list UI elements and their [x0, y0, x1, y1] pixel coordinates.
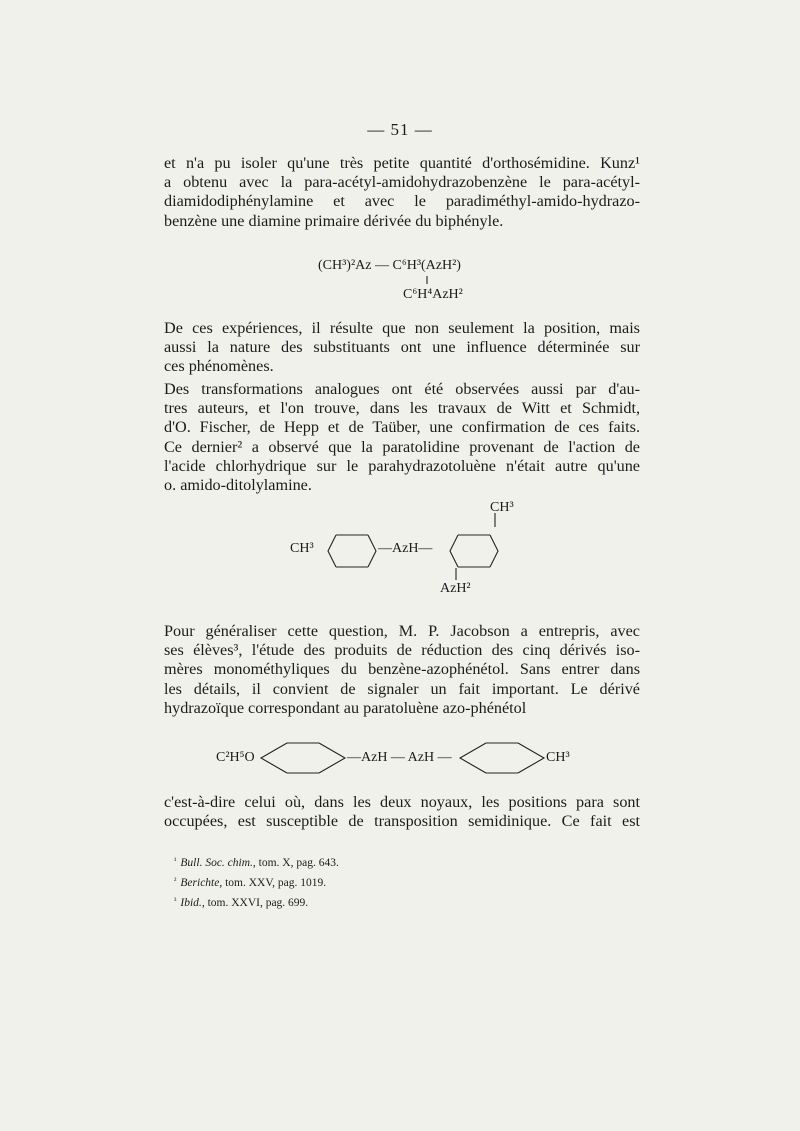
text-line: a obtenu avec la para-acétyl-amidohydrazobenzène le para-acétyl-: [164, 173, 640, 192]
formula-2-bottom: AzH²: [440, 581, 471, 596]
text-line: hydrazoïque correspondant au paratoluène azo-phénétol: [164, 698, 527, 717]
text-line: ses élèves³, l'étude des produits de réduction des cinq dérivés iso-: [164, 641, 640, 660]
text-line: Des transformations analogues ont été observées aussi par d'au-: [164, 380, 640, 398]
paragraph-2: [164, 319, 640, 377]
text-line: occupées, est susceptible de transposition semidinique. Ce fait est: [164, 812, 640, 831]
paragraph-5: [164, 793, 640, 831]
text-line: o. amido-ditolylamine.: [164, 476, 312, 495]
footnotes: [174, 852, 339, 912]
formula-3-left: C²H⁵O: [216, 750, 255, 765]
footnote-3: [174, 892, 339, 912]
footnote-number: ¹: [174, 856, 177, 865]
formula-1-bond: [424, 276, 434, 286]
text-line: Pour généraliser cette question, M. P. Jacobson a entrepris, avec: [164, 622, 640, 640]
footnote-detail: , tom. X, pag. 643.: [252, 857, 339, 869]
footnote-number: ²: [174, 876, 177, 885]
footnote-1: [174, 852, 339, 872]
footnote-source: Ibid.: [180, 897, 202, 909]
text-line: et n'a pu isoler qu'une très petite quantité d'orthosémidine. Kunz¹: [164, 154, 640, 172]
text-line: c'est-à-dire celui où, dans les deux noyaux, les positions para sont: [164, 793, 640, 811]
formula-2-top-bond: [491, 513, 501, 533]
formula-1-bottom: C⁶H⁴AzH²: [403, 287, 463, 302]
formula-3-right: CH³: [546, 750, 570, 765]
formula-2-top-methyl: CH³: [490, 500, 514, 515]
benzene-ring-right: [446, 533, 506, 573]
paragraph-1: [164, 154, 640, 231]
footnote-detail: , tom. XXVI, pag. 699.: [201, 897, 309, 909]
text-line: aussi la nature des substituants ont une influence déterminée sur: [164, 338, 640, 357]
paragraph-4: [164, 622, 640, 718]
benzene-ring-left: [257, 741, 347, 777]
text-line: tres auteurs, et l'on trouve, dans les travaux de Witt et Schmidt,: [164, 399, 640, 418]
footnote-source: Bull. Soc. chim.: [180, 857, 253, 869]
text-line: mères monométhyliques du benzène-azophénétol. Sans entrer dans: [164, 660, 640, 679]
text-line: d'O. Fischer, de Hepp et de Taüber, une confirmation de ces faits.: [164, 418, 640, 437]
text-line: l'acide chlorhydrique sur le parahydrazotoluène n'était autre qu'une: [164, 456, 640, 475]
text-line: De ces expériences, il résulte que non seulement la position, mais: [164, 319, 640, 337]
footnote-source: Berichte: [180, 877, 220, 889]
formula-3-middle: —AzH — AzH —: [347, 750, 452, 765]
text-line: diamidodiphénylamine et avec le paradiméthyl-amido-hydrazo-: [164, 192, 640, 211]
footnote-2: [174, 872, 339, 892]
formula-2-left-methyl: CH³: [290, 541, 314, 556]
benzene-ring-right: [456, 741, 546, 777]
footnote-number: ³: [174, 896, 177, 905]
benzene-ring-left: [324, 533, 384, 573]
footnote-detail: , tom. XXV, pag. 1019.: [219, 877, 327, 889]
text-line: Ce dernier² a observé que la paratolidine provenant de l'action de: [164, 437, 640, 456]
text-line: benzène une diamine primaire dérivée du biphényle.: [164, 211, 504, 230]
paragraph-3: [164, 380, 640, 495]
text-line: ces phénomènes.: [164, 357, 274, 376]
text-line: les détails, il convient de signaler un fait important. Le dérivé: [164, 679, 640, 698]
formula-2-middle: —AzH—: [378, 541, 433, 556]
formula-1-top: (CH³)²Az — C⁶H³(AzH²): [318, 258, 461, 273]
page-number: — 51 —: [367, 120, 433, 139]
